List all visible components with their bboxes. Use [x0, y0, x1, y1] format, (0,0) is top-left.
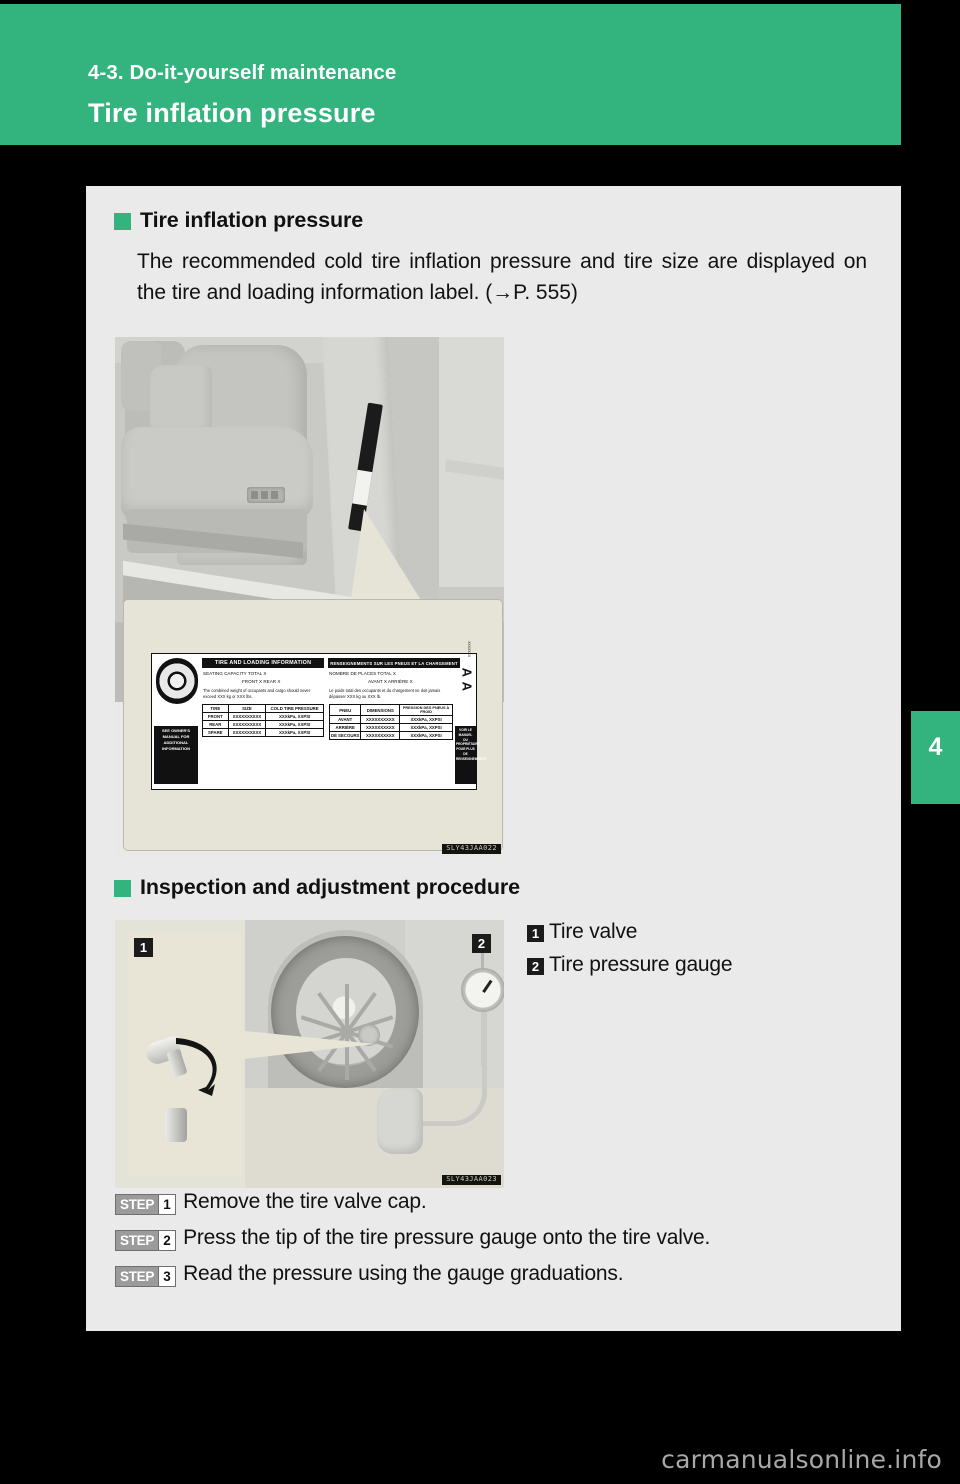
section-heading-text: Tire inflation pressure — [140, 208, 364, 232]
legend-number-badge: 2 — [527, 958, 544, 975]
label-part-code: XXXXXXX — [467, 641, 471, 657]
table-row: AVANT XXXXXXXXXX XXXkPa, XXPSI — [330, 716, 453, 724]
callout-number-1: 1 — [134, 938, 153, 957]
legend-label: Tire pressure gauge — [549, 953, 733, 976]
section-heading-text: Inspection and adjustment procedure — [140, 875, 520, 899]
green-square-bullet-icon — [114, 880, 131, 897]
tire-icon — [156, 658, 198, 704]
table-row: FRONT XXXXXXXXXX XXXkPa, XXPSI — [203, 713, 324, 721]
combined-weight-en: The combined weight of occupants and cargo should never exceed XXX kg or XXX lbs. — [203, 688, 311, 699]
label-callout-box — [123, 599, 503, 851]
table-row: ARRIÈRE XXXXXXXXXX XXXkPa, XXPSI — [330, 724, 453, 732]
step-text: Read the pressure using the gauge graduations. — [183, 1262, 624, 1285]
removed-valve-cap — [165, 1108, 187, 1142]
owners-manual-note-en: SEE OWNER'S MANUAL FOR ADDITIONAL INFORMATION — [154, 726, 198, 784]
step-tag — [115, 1266, 176, 1287]
owners-manual-note-fr: VOIR LE MANUEL DU PROPRIÉTAIRE POUR PLUS DE RENSEIGNEMENTS — [455, 726, 476, 784]
rotate-arrow-icon — [168, 1032, 238, 1102]
legend-label: Tire valve — [549, 920, 638, 943]
step-item-3 — [115, 1262, 845, 1287]
combined-weight-fr: Le poids total des occupants et du chargement ne doit jamais dépasser XXX kg ou XXX lb. — [329, 688, 441, 699]
chapter-section-label: 4-3. Do-it-yourself maintenance — [88, 61, 397, 84]
seating-capacity-en: SEATING CAPACITY TOTAL X — [203, 671, 267, 676]
section-heading-inspection-procedure — [114, 875, 520, 900]
seating-capacity-fr: NOMBRE DE PLACES TOTAL X — [329, 671, 396, 676]
legend-item-tire-valve — [527, 920, 817, 944]
photo-scene — [115, 337, 504, 857]
figure-code: SLY43JAA023 — [442, 1175, 501, 1185]
step-item-2 — [115, 1226, 845, 1251]
tire — [271, 936, 419, 1088]
gauge-needle — [482, 980, 492, 993]
pressure-table-fr — [329, 704, 453, 740]
step-number: 1 — [158, 1195, 175, 1214]
table-header-row: PNEU DIMENSIONS PRESSION DES PNEUS À FROID — [330, 705, 453, 716]
page-title: Tire inflation pressure — [88, 98, 376, 128]
table-header-row: TIRE SIZE COLD TIRE PRESSURE — [203, 705, 324, 713]
hand — [377, 1088, 423, 1154]
photo-scene — [115, 920, 504, 1188]
step-word: STEP — [116, 1231, 158, 1250]
table-row: DE SECOURS XXXXXXXXXX XXXkPa, XXPSI — [330, 732, 453, 740]
procedure-steps — [115, 1190, 845, 1298]
legend-number-badge: 1 — [527, 925, 544, 942]
step-number: 2 — [158, 1231, 175, 1250]
seat-cushion — [121, 427, 313, 517]
armrest — [150, 365, 212, 435]
callout-leader — [350, 509, 424, 605]
chapter-tab-4: 4 — [911, 711, 960, 804]
step-tag — [115, 1230, 176, 1251]
figure-legend — [527, 920, 817, 986]
step-word: STEP — [116, 1195, 158, 1214]
step-item-1 — [115, 1190, 845, 1215]
gauge-hose — [415, 1060, 487, 1126]
tire-pressure-gauge — [461, 968, 504, 1012]
step-word: STEP — [116, 1267, 158, 1286]
section-heading-tire-inflation-pressure — [114, 208, 363, 233]
table-row: SPARE XXXXXXXXXX XXXkPa, XXPSI — [203, 729, 324, 737]
label-title-en: TIRE AND LOADING INFORMATION — [202, 658, 324, 668]
intro-paragraph: The recommended cold tire inflation pressure and tire size are displayed on the tire and loading information label. (→P. 555) — [137, 250, 867, 304]
site-watermark: carmanualsonline.info — [661, 1445, 942, 1474]
seat-adjust-switch — [247, 487, 285, 503]
door-sill-label-photo — [115, 337, 504, 857]
valve-close-up-inset — [128, 932, 242, 1176]
tire-and-loading-information-label — [151, 641, 486, 790]
legend-item-tire-pressure-gauge — [527, 953, 817, 977]
step-tag — [115, 1194, 176, 1215]
green-square-bullet-icon — [114, 213, 131, 230]
label-title-fr: RENSEIGNEMENTS SUR LES PNEUS ET LA CHARGEMENT — [328, 658, 460, 668]
step-text: Remove the tire valve cap. — [183, 1190, 427, 1213]
gauge-hose-vertical — [481, 1006, 487, 1066]
table-row: REAR XXXXXXXXXX XXXkPa, XXPSI — [203, 721, 324, 729]
chapter-header — [0, 4, 901, 145]
figure-code: SLY43JAA022 — [442, 844, 501, 854]
callout-number-2: 2 — [472, 934, 491, 953]
callout-wedge — [235, 1030, 375, 1060]
tire-valve-gauge-photo — [115, 920, 504, 1188]
seating-capacity-fr-2: AVANT X ARRIÈRE X — [368, 679, 413, 684]
pressure-table-en — [202, 704, 324, 737]
step-number: 3 — [158, 1267, 175, 1286]
step-text: Press the tip of the tire pressure gauge onto the tire valve. — [183, 1226, 711, 1249]
seating-capacity-en-2: FRONT X REAR X — [242, 679, 281, 684]
label-mark: A A — [459, 667, 474, 692]
